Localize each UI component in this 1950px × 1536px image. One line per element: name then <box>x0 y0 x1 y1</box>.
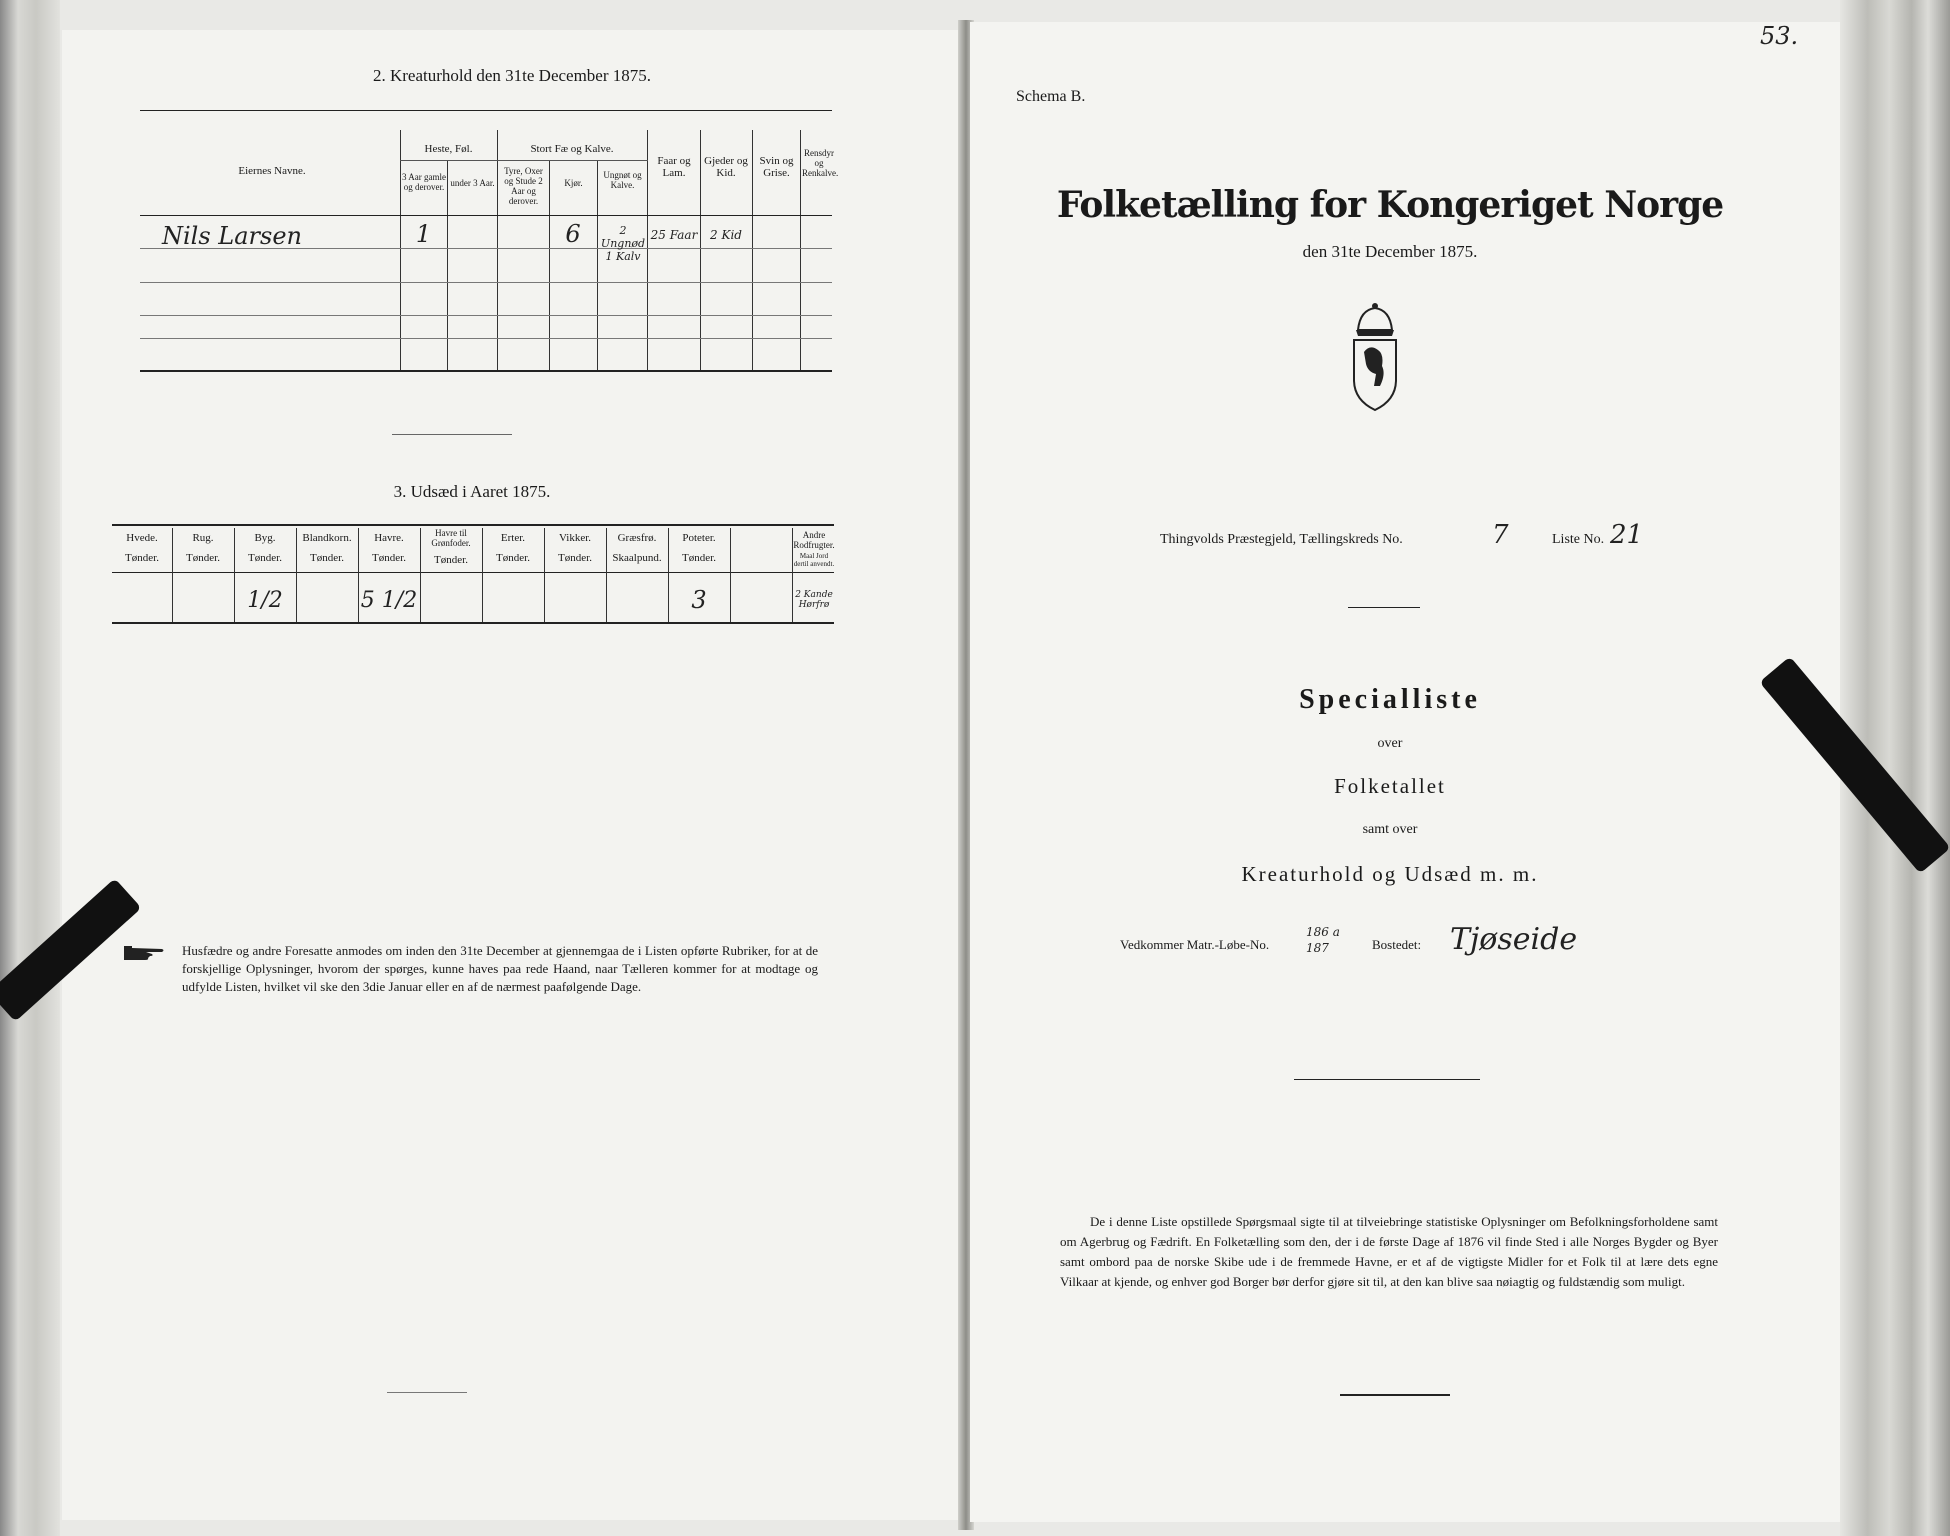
col-rug: Rug. <box>192 532 214 544</box>
col-erter: Erter. <box>500 532 526 544</box>
col-unit: Tønder. <box>310 552 344 564</box>
group-stort-fae: Stort Fæ og Kalve. <box>530 143 614 155</box>
page-number: 53. <box>1760 22 1799 50</box>
kreaturhold-text: Kreaturhold og Udsæd m. m. <box>1241 862 1539 886</box>
col-poteter: Poteter. <box>682 532 716 544</box>
coat-of-arms-icon <box>1340 300 1410 412</box>
col-andre-rodfrugter: Andre Rodfrugter. <box>793 530 835 550</box>
liste-label: Liste No. <box>1552 532 1605 547</box>
col-under3: under 3 Aar. <box>450 178 495 188</box>
value-sheep: 25 Faar <box>650 228 698 242</box>
col-unit: Tønder. <box>186 552 220 564</box>
col-unit: Tønder. <box>372 552 406 564</box>
col-3aar: 3 Aar gamle og derover. <box>402 172 446 192</box>
table3-bottom-rule <box>112 622 834 624</box>
parish-label: Thingvolds Præstegjeld, Tællingskreds No. <box>1160 532 1403 547</box>
owner-name: Nils Larsen <box>162 222 302 250</box>
col-unit: Tønder. <box>558 552 592 564</box>
col-blandkorn: Blandkorn. <box>302 532 352 544</box>
col-gjeder: Gjeder og Kid. <box>704 155 748 179</box>
row-rule <box>140 315 832 316</box>
samt-over-text: samt over <box>1362 822 1418 837</box>
col-tyre: Tyre, Oxer og Stude 2 Aar og derover. <box>504 166 543 206</box>
divider-line <box>1340 1394 1450 1396</box>
section2-title: 2. Kreaturhold den 31te December 1875. <box>372 66 652 85</box>
col-unit: Tønder. <box>682 552 716 564</box>
pointing-hand-icon <box>122 942 166 964</box>
left-page <box>62 30 960 1520</box>
bostedet-value: Tjøseide <box>1450 922 1578 957</box>
liste-no: 21 <box>1610 520 1644 550</box>
value-young-cattle: 2 Ungnød 1 Kalv <box>600 224 646 263</box>
header-rule <box>140 215 832 216</box>
bostedet-label: Bostedet: <box>1372 937 1422 952</box>
over-text: over <box>1377 736 1403 751</box>
col-rensdyr: Rensdyr og Renkalve. <box>802 148 839 178</box>
col-divider <box>497 130 498 370</box>
divider-line <box>1294 1079 1480 1080</box>
col-divider <box>800 130 801 370</box>
col-vikker: Vikker. <box>558 532 592 544</box>
col-havre: Havre. <box>374 532 404 544</box>
col-byg: Byg. <box>254 532 276 544</box>
schema-label: Schema B. <box>1016 88 1086 105</box>
left-page-edges <box>0 0 60 1536</box>
divider-line <box>1348 607 1420 608</box>
date-line: den 31te December 1875. <box>1302 242 1478 261</box>
row-rule <box>140 282 832 283</box>
value-havre: 5 1/2 <box>360 588 418 613</box>
group-heste: Heste, Føl. <box>424 143 473 155</box>
col-hvede: Hvede. <box>126 532 158 544</box>
section3-title: 3. Udsæd i Aaret 1875. <box>393 482 551 501</box>
value-goats: 2 Kid <box>710 228 742 242</box>
value-poteter: 3 <box>691 586 707 614</box>
explanation-text: De i denne Liste opstillede Spørgsmaal sigte til at tilveiebringe statistiske Oplysninger om Befolkningsforholdene samt om Agerbrug og Fædrift. En Folketælling som den, der i de første Dage af 1876 vil finde Sted i alle Norges Bygder og Byer samt ombord paa de norske Skibe ude i de fremmede Havne, er et af de vigtigste Midler for et Folk til at lære dets egne Vilkaar at kjende, og enhver god Borger bør derfor gjøre sit til, at den kan blive saa nøiagtig og fuldstændig som muligt. <box>1060 1214 1718 1289</box>
col-unit: Tønder. <box>434 554 468 566</box>
col-divider <box>730 528 731 622</box>
kreds-no: 7 <box>1492 520 1509 550</box>
table3-header-rule <box>112 572 834 573</box>
value-cows: 6 <box>565 220 581 248</box>
col-havre-gronfoder: Havre til Grønfoder. <box>431 528 471 548</box>
divider-line <box>392 434 512 435</box>
divider-line <box>387 1392 467 1393</box>
owner-header: Eiernes Navne. <box>238 165 306 177</box>
col-divider <box>400 130 401 370</box>
col-unit: Tønder. <box>496 552 530 564</box>
matr-no: 186 a 187 <box>1306 925 1340 955</box>
col-faar: Faar og Lam. <box>657 155 691 179</box>
col-graesfro: Græsfrø. <box>617 532 657 544</box>
value-horses: 1 <box>415 220 432 248</box>
row-rule <box>140 338 832 339</box>
value-andre: 2 Kande Hørfrø <box>795 590 833 610</box>
col-divider <box>752 130 753 370</box>
table-top-rule <box>140 110 832 111</box>
col-unit: Tønder. <box>125 552 159 564</box>
table-bottom-rule <box>140 370 832 372</box>
matr-label: Vedkommer Matr.-Løbe-No. <box>1120 937 1270 952</box>
group-rule <box>400 160 648 161</box>
value-byg: 1/2 <box>247 588 283 613</box>
table3-top-rule <box>112 524 834 526</box>
folketallet-text: Folketallet <box>1334 774 1446 798</box>
col-divider <box>700 130 701 370</box>
col-ungnot: Ungnøt og Kalve. <box>603 170 642 190</box>
col-unit: Maal Jord dertil anvendt. <box>793 552 835 568</box>
col-unit: Skaalpund. <box>612 552 662 564</box>
specialliste-title: Specialliste <box>1299 684 1481 715</box>
notice-text: Husfædre og andre Foresatte anmodes om inden den 31te December at gjennemgaa de i Listen opførte Rubriker, for at de forskjellige Oplysninger, hvorom der spørges, kunne haves paa rede Haand, naar Tælleren kommer for at modtage og udfylde Listen, hvilket vil ske den 3die Januar eller en af de nærmest paafølgende Dage. <box>182 943 818 994</box>
col-svin: Svin og Grise. <box>759 155 794 179</box>
col-unit: Tønder. <box>248 552 282 564</box>
right-page <box>970 22 1840 1522</box>
main-title: Folketælling for Kongeriget Norge <box>1056 184 1724 226</box>
col-kjor: Kjør. <box>564 178 583 188</box>
